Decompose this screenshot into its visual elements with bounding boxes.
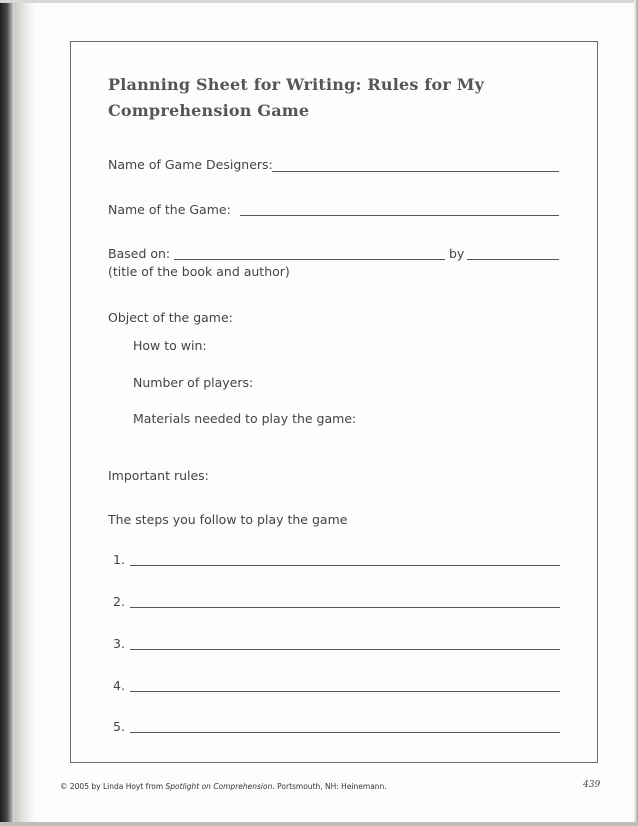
step-1-blank-line[interactable] (130, 565, 560, 566)
author-blank-line[interactable] (467, 259, 559, 260)
step-2-blank-line[interactable] (130, 607, 560, 608)
based-on-hint: (title of the book and author) (108, 264, 290, 279)
copyright-text: © 2005 by Linda Hoyt from (60, 782, 164, 791)
step-number-3: 3. (113, 636, 125, 651)
game-name-label: Name of the Game: (108, 202, 231, 217)
materials-label: Materials needed to play the game: (133, 411, 357, 426)
page-right-edge (634, 0, 638, 826)
page-bottom-edge (0, 822, 638, 826)
page-gutter-shade (14, 0, 36, 826)
by-label: by (449, 246, 465, 261)
step-3-blank-line[interactable] (130, 649, 560, 650)
page-title: Planning Sheet for Writing: Rules for My Comprehension Game (108, 75, 485, 120)
steps-heading: The steps you follow to play the game (108, 512, 348, 527)
designers-label: Name of Game Designers: (108, 157, 273, 172)
designers-blank-line[interactable] (272, 171, 559, 172)
based-on-label: Based on: (108, 246, 171, 261)
step-5-blank-line[interactable] (130, 732, 560, 733)
game-name-blank-line[interactable] (240, 215, 559, 216)
how-to-win-label: How to win: (133, 338, 207, 353)
step-number-5: 5. (113, 719, 125, 734)
worksheet-border (70, 41, 598, 763)
page-top-edge (0, 0, 638, 3)
book-spine-shadow (0, 0, 14, 826)
step-number-2: 2. (113, 594, 125, 609)
players-label: Number of players: (133, 375, 254, 390)
copyright-credit (60, 782, 387, 791)
page-number: 439 (583, 780, 601, 790)
book-title-credit: Spotlight on Comprehension. (165, 782, 275, 791)
step-number-4: 4. (113, 678, 125, 693)
publisher-text: Portsmouth, NH: Heinemann. (277, 782, 387, 791)
object-heading: Object of the game: (108, 310, 233, 325)
step-number-1: 1. (113, 552, 125, 567)
step-4-blank-line[interactable] (130, 691, 560, 692)
rules-heading: Important rules: (108, 468, 209, 483)
book-title-blank-line[interactable] (174, 259, 445, 260)
